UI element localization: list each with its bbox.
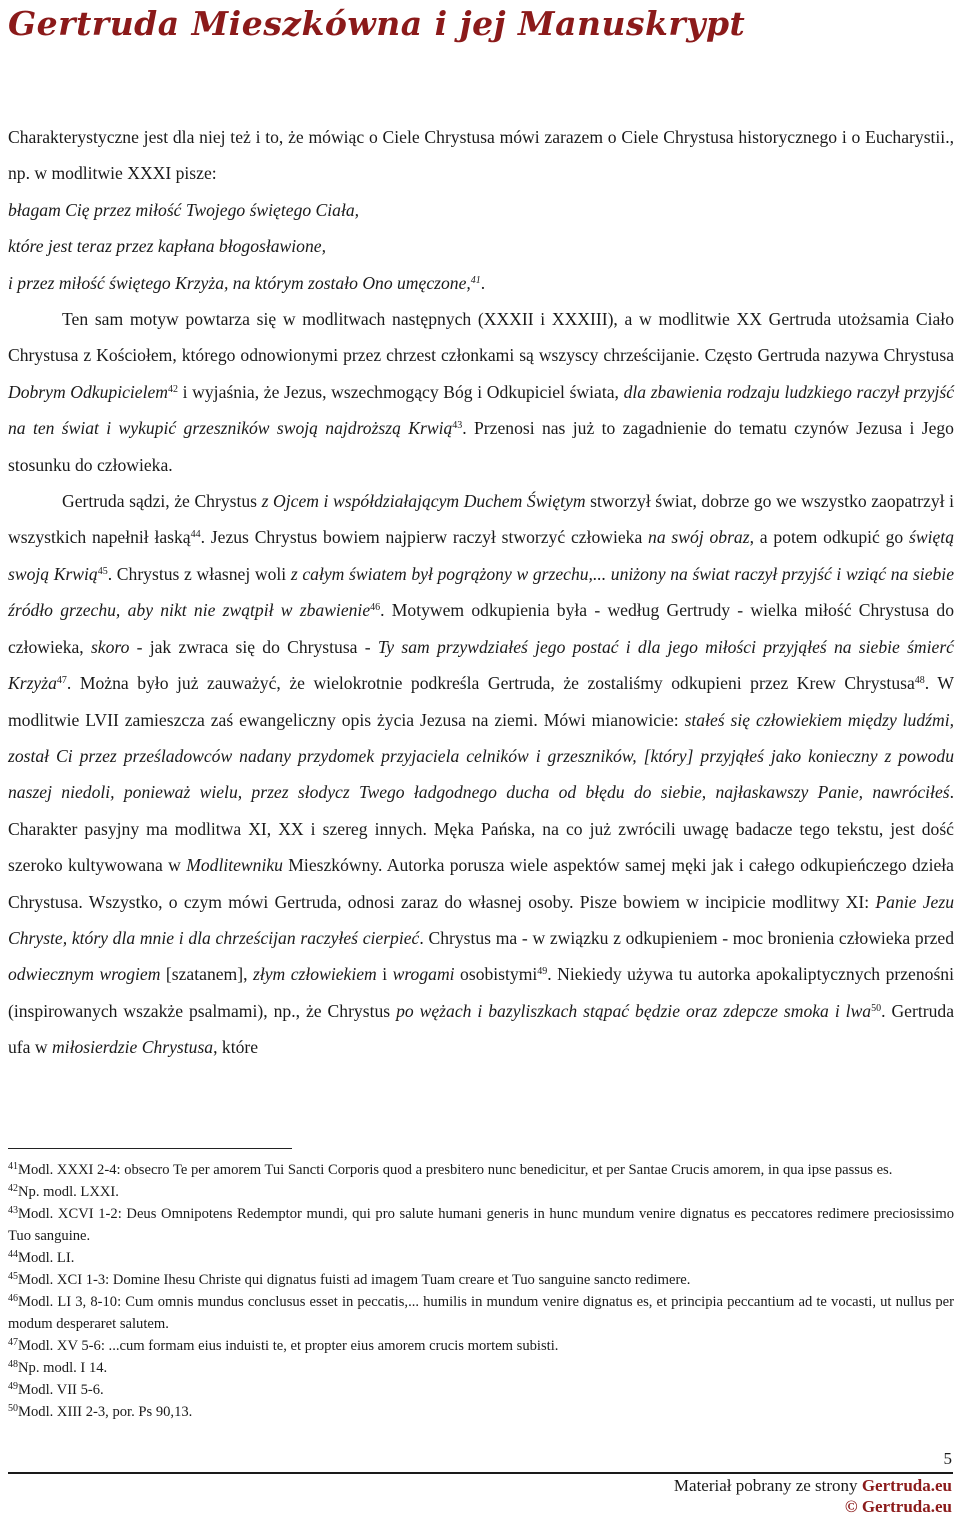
text-span: . W modlitwie LVII zamieszcza zaś ewangeliczny opis życia Jezusa na ziemi. Mówi mianowicie: — [8, 673, 955, 730]
text-span: i wyjaśnia, że Jezus, wszechmogący Bóg i Odkupiciel świata, — [178, 381, 624, 402]
footer-divider — [8, 1472, 953, 1474]
footnote-number: 49 — [8, 1381, 18, 1392]
footnote-ref-41[interactable]: 41 — [470, 274, 481, 286]
footnote — [8, 1379, 954, 1401]
footnote-ref-46[interactable]: 46 — [370, 602, 381, 614]
text-span: . Można było już zauważyć, że wielokrotnie podkreśla Gertruda, że zostaliśmy odkupieni przez Krew Chrystusa — [66, 673, 915, 694]
footnotes — [8, 1159, 954, 1423]
text-span: Ten sam motyw powtarza się w modlitwach następnych (XXXII i XXXIII), a w modlitwie XX Gertruda utożsamia Ciało Chrystusa z Kościołem, którego odnowionymi przez chrzest członkami są wszyscy chrześcijanie. Często Gertruda nazywa Chrystusa — [8, 309, 954, 366]
italic-phrase: stałeś się człowiekiem między ludźmi, został Ci przez prześladowców nadany przydomek przyjaciela celników i grzeszników, [który] przyjąłeś jako konieczny z powodu naszej niedoli, ponieważ wielu, przez słodycz Twego ładgodnego ducha od błędu do siebie, najłaskawszy Panie, nawróciłeś — [8, 709, 954, 803]
page-number: 5 — [943, 1449, 952, 1468]
footnote — [8, 1159, 954, 1181]
footnote-number: 42 — [8, 1183, 18, 1194]
footnote-ref-49[interactable]: 49 — [537, 966, 548, 978]
footnote — [8, 1247, 954, 1269]
quote-line-3 — [8, 265, 954, 301]
footnote-text: Np. modl. LXXI. — [18, 1184, 119, 1200]
footnote-ref-47[interactable]: 47 — [56, 675, 67, 687]
text-span: osobistymi — [454, 964, 538, 985]
italic-phrase: Ty sam przywdziałeś jego postać i dla jego miłości przyjąłeś na siebie śmierć Krzyża — [8, 636, 954, 694]
text-span: . Chrystus z własnej woli — [107, 563, 291, 584]
text-span: Mieszkówny. Autorka porusza wiele aspektów samej męki jak i całego odkupieńczego dzieła Chrystusa. Wszystko, o czym mówi Gertruda, odnosi zaraz do własnej osoby. Pisze bowiem w incipicie modlitwy XI: — [8, 855, 954, 912]
footer-copyright — [845, 1497, 952, 1517]
footnote-number: 46 — [8, 1293, 18, 1304]
italic-phrase: wrogami — [392, 964, 455, 985]
footnote — [8, 1269, 954, 1291]
text-span: . Przenosi nas już to zagadnienie do tematu czynów Jezusa i Jego stosunku do człowieka. — [8, 418, 954, 475]
footnote-text: Modl. XCI 1-3: Domine Ihesu Christe qui dignatus fuisti ad imagem Tuam creare et Tuo sanguine sancto redimere. — [18, 1272, 691, 1288]
paragraph-1-text: Charakterystyczne jest dla niej też i to, że mówiąc o Ciele Chrystusa mówi zarazem o Ciele Chrystusa historycznego i o Eucharystii., np. w modlitwie XXXI pisze: — [8, 127, 954, 184]
quote-end: . — [480, 272, 486, 293]
text-span: , które — [213, 1037, 259, 1058]
italic-phrase: po wężach i bazyliszkach stąpać będzie oraz zdepcze smoka i lwa — [396, 1000, 872, 1021]
footnote — [8, 1203, 954, 1247]
footnote-ref-43[interactable]: 43 — [452, 420, 463, 432]
footer-source-text: Materiał pobrany ze strony — [673, 1476, 862, 1495]
italic-phrase: złym człowiekiem — [253, 964, 377, 985]
brand-link[interactable]: Gertruda.eu — [861, 1476, 952, 1495]
quote-line-1: błagam Cię przez miłość Twojego świętego Ciała, — [8, 199, 360, 220]
footnote — [8, 1181, 954, 1203]
footnote-ref-50[interactable]: 50 — [871, 1002, 882, 1014]
text-span: , a potem odkupić go — [749, 527, 910, 548]
footnote-text: Modl. XXXI 2-4: obsecro Te per amorem Tui Sancti Corporis quod a presbitero nunc benedicitur, et per Santae Crucis amorem, in qua ipse passus es. — [18, 1162, 893, 1178]
italic-phrase: miłosierdzie Chrystusa — [51, 1037, 214, 1058]
paragraph-3 — [8, 483, 954, 1066]
quote-line-3-text: i przez miłość świętego Krzyża, na którym zostało Ono umęczone, — [8, 272, 471, 293]
text-span: . Motywem odkupienia była - według Gertrudy - wielka miłość Chrystusa do człowieka, — [8, 600, 954, 657]
copyright-symbol: © — [844, 1497, 862, 1516]
text-span: . Chrystus ma - w związku z odkupieniem - moc bronienia człowieka przed — [419, 927, 955, 948]
footnote-text: Modl. LI. — [18, 1250, 75, 1266]
italic-phrase: Dobrym Odkupicielem — [8, 381, 169, 402]
italic-phrase: Panie Jezu Chryste, który dla mnie i dla chrześcijan raczyłeś cierpieć — [8, 891, 954, 948]
italic-phrase: z całym światem był pogrążony w grzechu,... uniżony na świat raczył przyjść i wziąć na siebie źródło grzechu, aby nikt nie zwątpił w zbawienie — [8, 563, 954, 621]
text-span: . Gertruda ufa w — [8, 1000, 954, 1058]
footnote-ref-44[interactable]: 44 — [190, 529, 201, 541]
footnote — [8, 1291, 954, 1335]
footnote — [8, 1335, 954, 1357]
footnote-text: Modl. XCVI 1-2: Deus Omnipotens Redemptor mundi, qui pro salute humani generis in hunc mundum venire dignatus es peccatores redimere preciosissimo Tuo sanguine. — [8, 1206, 954, 1244]
text-span: i — [376, 964, 393, 985]
footnote-text: Modl. VII 5-6. — [18, 1382, 104, 1398]
italic-phrase: Modlitewniku — [186, 855, 283, 876]
footnote-number: 47 — [8, 1337, 18, 1348]
text-span: . Jezus Chrystus bowiem najpierw raczył stworzyć człowieka — [200, 527, 649, 548]
footnote-number: 48 — [8, 1359, 18, 1370]
text-span: [szatanem], — [160, 964, 253, 985]
footnote-divider — [8, 1148, 292, 1149]
footnote — [8, 1357, 954, 1379]
footnote-text: Np. modl. I 14. — [18, 1360, 108, 1376]
main-text — [8, 119, 954, 1066]
footnote-number: 44 — [8, 1249, 18, 1260]
italic-phrase: z Ojcem i współdziałającym Duchem Świętym — [261, 491, 586, 512]
italic-phrase: skoro — [90, 636, 130, 657]
footnote-text: Modl. XV 5-6: ...cum formam eius induisti te, et propter eius amorem crucis mortem subisti. — [18, 1338, 559, 1354]
footnote-number: 43 — [8, 1205, 18, 1216]
footnote-number: 41 — [8, 1161, 18, 1172]
footer-source — [674, 1476, 952, 1496]
text-span: stworzył świat, dobrze go we wszystko zaopatrzył i wszystkich napełnił łaską — [8, 491, 954, 548]
footnote-number: 45 — [8, 1271, 18, 1282]
italic-phrase: na swój obraz — [648, 527, 750, 548]
footnote-text: Modl. LI 3, 8-10: Cum omnis mundus conclusus esset in peccatis,... humilis in mundum venire dignatus es, et principia peccantium ad te vocasti, ut nullus per modum desperaret salutem. — [8, 1294, 954, 1332]
footnote-ref-42[interactable]: 42 — [168, 383, 179, 395]
italic-phrase: świętą swoją Krwią — [8, 527, 954, 584]
quote-line-2: które jest teraz przez kapłana błogosławione, — [8, 236, 326, 257]
footnote-ref-48[interactable]: 48 — [914, 675, 925, 687]
page-title: Gertruda Mieszkówna i jej Manuskrypt — [8, 4, 746, 43]
text-span: Gertruda sądzi, że Chrystus — [62, 491, 262, 512]
italic-phrase: odwiecznym wrogiem — [8, 964, 161, 985]
paragraph-1 — [8, 119, 954, 192]
paragraph-2 — [8, 301, 954, 483]
footnote-ref-45[interactable]: 45 — [97, 565, 108, 577]
footnote — [8, 1401, 954, 1423]
text-span: . Charakter pasyjny ma modlitwa XI, XX i szereg innych. Męka Pańska, na co już zwrócili uwagę badacze tego tekstu, jest dość szeroko kultywowana w — [8, 782, 954, 876]
text-span: . Niekiedy używa tu autorka apokaliptycznych przenośni (inspirowanych wszakże psalmami), np., że Chrystus — [8, 964, 954, 1021]
footnote-text: Modl. XIII 2-3, por. Ps 90,13. — [18, 1404, 193, 1420]
text-span: - jak zwraca się do Chrystusa - — [129, 636, 378, 657]
copyright-brand-link[interactable]: Gertruda.eu — [861, 1497, 952, 1516]
italic-phrase: dla zbawienia rodzaju ludzkiego raczył przyjść na ten świat i wykupić grzeszników swoją najdroższą Krwią — [8, 381, 954, 439]
footnote-number: 50 — [8, 1403, 18, 1414]
